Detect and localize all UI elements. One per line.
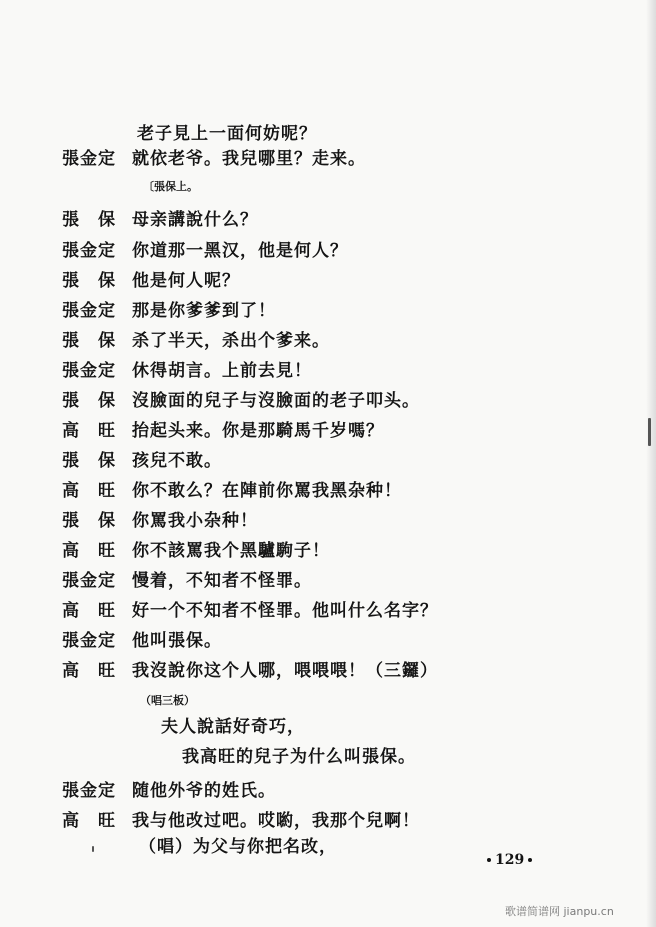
dialogue-line [0, 323, 330, 353]
dialogue-line [0, 773, 276, 803]
speech-text: 孩兒不敢。 [132, 450, 222, 471]
dialogue-line [0, 141, 366, 171]
speaker-name: 張金定 [62, 240, 116, 261]
dialogue-line [0, 503, 258, 533]
dot-left [487, 858, 491, 862]
song-line: 夫人說話好奇巧， [161, 717, 305, 737]
speaker-name: 高 旺 [62, 480, 116, 501]
speech-text: 母亲講說什么？ [132, 209, 258, 230]
speech-text: 就依老爷。我兒哪里？走来。 [132, 148, 366, 169]
dialogue-line [0, 383, 420, 413]
scan-speck [92, 846, 94, 852]
speech-text: 随他外爷的姓氏。 [132, 780, 276, 801]
speech-text: 你罵我小杂种！ [132, 510, 258, 531]
sung-line: （唱）为父与你把名改， [139, 837, 337, 857]
speaker-name: 張 保 [62, 390, 116, 411]
song-direction: （唱三板） [140, 694, 195, 707]
dialogue-line [0, 413, 384, 443]
speech-text: 慢着，不知者不怪罪。 [132, 570, 312, 591]
page-number-text: 129 [495, 852, 525, 868]
speaker-name: 張 保 [62, 330, 116, 351]
dialogue-line [0, 653, 438, 683]
dialogue-line [0, 202, 258, 232]
speaker-name: 高 旺 [62, 420, 116, 441]
speaker-name: 高 旺 [62, 540, 116, 561]
speech-text: 沒臉面的兒子与沒臉面的老子叩头。 [132, 390, 420, 411]
speaker-name: 張金定 [62, 780, 116, 801]
speaker-name: 張 保 [62, 510, 116, 531]
dialogue-line [0, 623, 222, 653]
speaker-name: 張 保 [62, 209, 116, 230]
speech-text: 杀了半天，杀出个爹来。 [132, 330, 330, 351]
dialogue-line [0, 443, 222, 473]
song-line: 我高旺的兒子为什么叫張保。 [182, 747, 416, 767]
speaker-name: 張金定 [62, 570, 116, 591]
speaker-name: 高 旺 [62, 810, 116, 831]
speech-text: 那是你爹爹到了！ [132, 300, 276, 321]
dialogue-line [0, 533, 330, 563]
speech-text: 你不敢么？在陣前你罵我黑杂种！ [132, 480, 402, 501]
speech-text: 抬起头来。你是那騎馬千岁嗎？ [132, 420, 384, 441]
dialogue-line [0, 263, 240, 293]
continuation-line: 老子見上一面何妨呢？ [137, 124, 317, 144]
speaker-name: 張 保 [62, 270, 116, 291]
dialogue-line [0, 293, 276, 323]
page-number [483, 852, 536, 868]
speaker-name: 張 保 [62, 450, 116, 471]
speaker-name: 張金定 [62, 300, 116, 321]
speech-text: 你不該罵我个黑驢駒子！ [132, 540, 330, 561]
speech-text: 好一个不知者不怪罪。他叫什么名字？ [132, 600, 438, 621]
page-edge-shadow [646, 0, 656, 927]
speech-text: 休得胡言。上前去見！ [132, 360, 312, 381]
speaker-name: 張金定 [62, 148, 116, 169]
dialogue-line [0, 803, 420, 833]
speaker-name: 張金定 [62, 360, 116, 381]
speech-text: 我沒說你这个人哪，喂喂喂！（三鑼） [132, 660, 438, 681]
speech-text: 你道那一黑汉，他是何人？ [132, 240, 348, 261]
speech-text: 我与他改过吧。哎喲，我那个兒啊！ [132, 810, 420, 831]
speaker-name: 高 旺 [62, 600, 116, 621]
dot-right [528, 858, 532, 862]
speech-text: 他叫張保。 [132, 630, 222, 651]
speaker-name: 高 旺 [62, 660, 116, 681]
dialogue-line [0, 593, 438, 623]
stage-direction: 〔張保上。 [143, 180, 198, 193]
dialogue-line [0, 353, 312, 383]
site-watermark: 歌谱简谱网 jianpu.cn [505, 905, 614, 918]
dialogue-line [0, 563, 312, 593]
speaker-name: 張金定 [62, 630, 116, 651]
speech-text: 他是何人呢？ [132, 270, 240, 291]
scan-mark [648, 418, 651, 446]
dialogue-line [0, 233, 348, 263]
dialogue-line [0, 473, 402, 503]
